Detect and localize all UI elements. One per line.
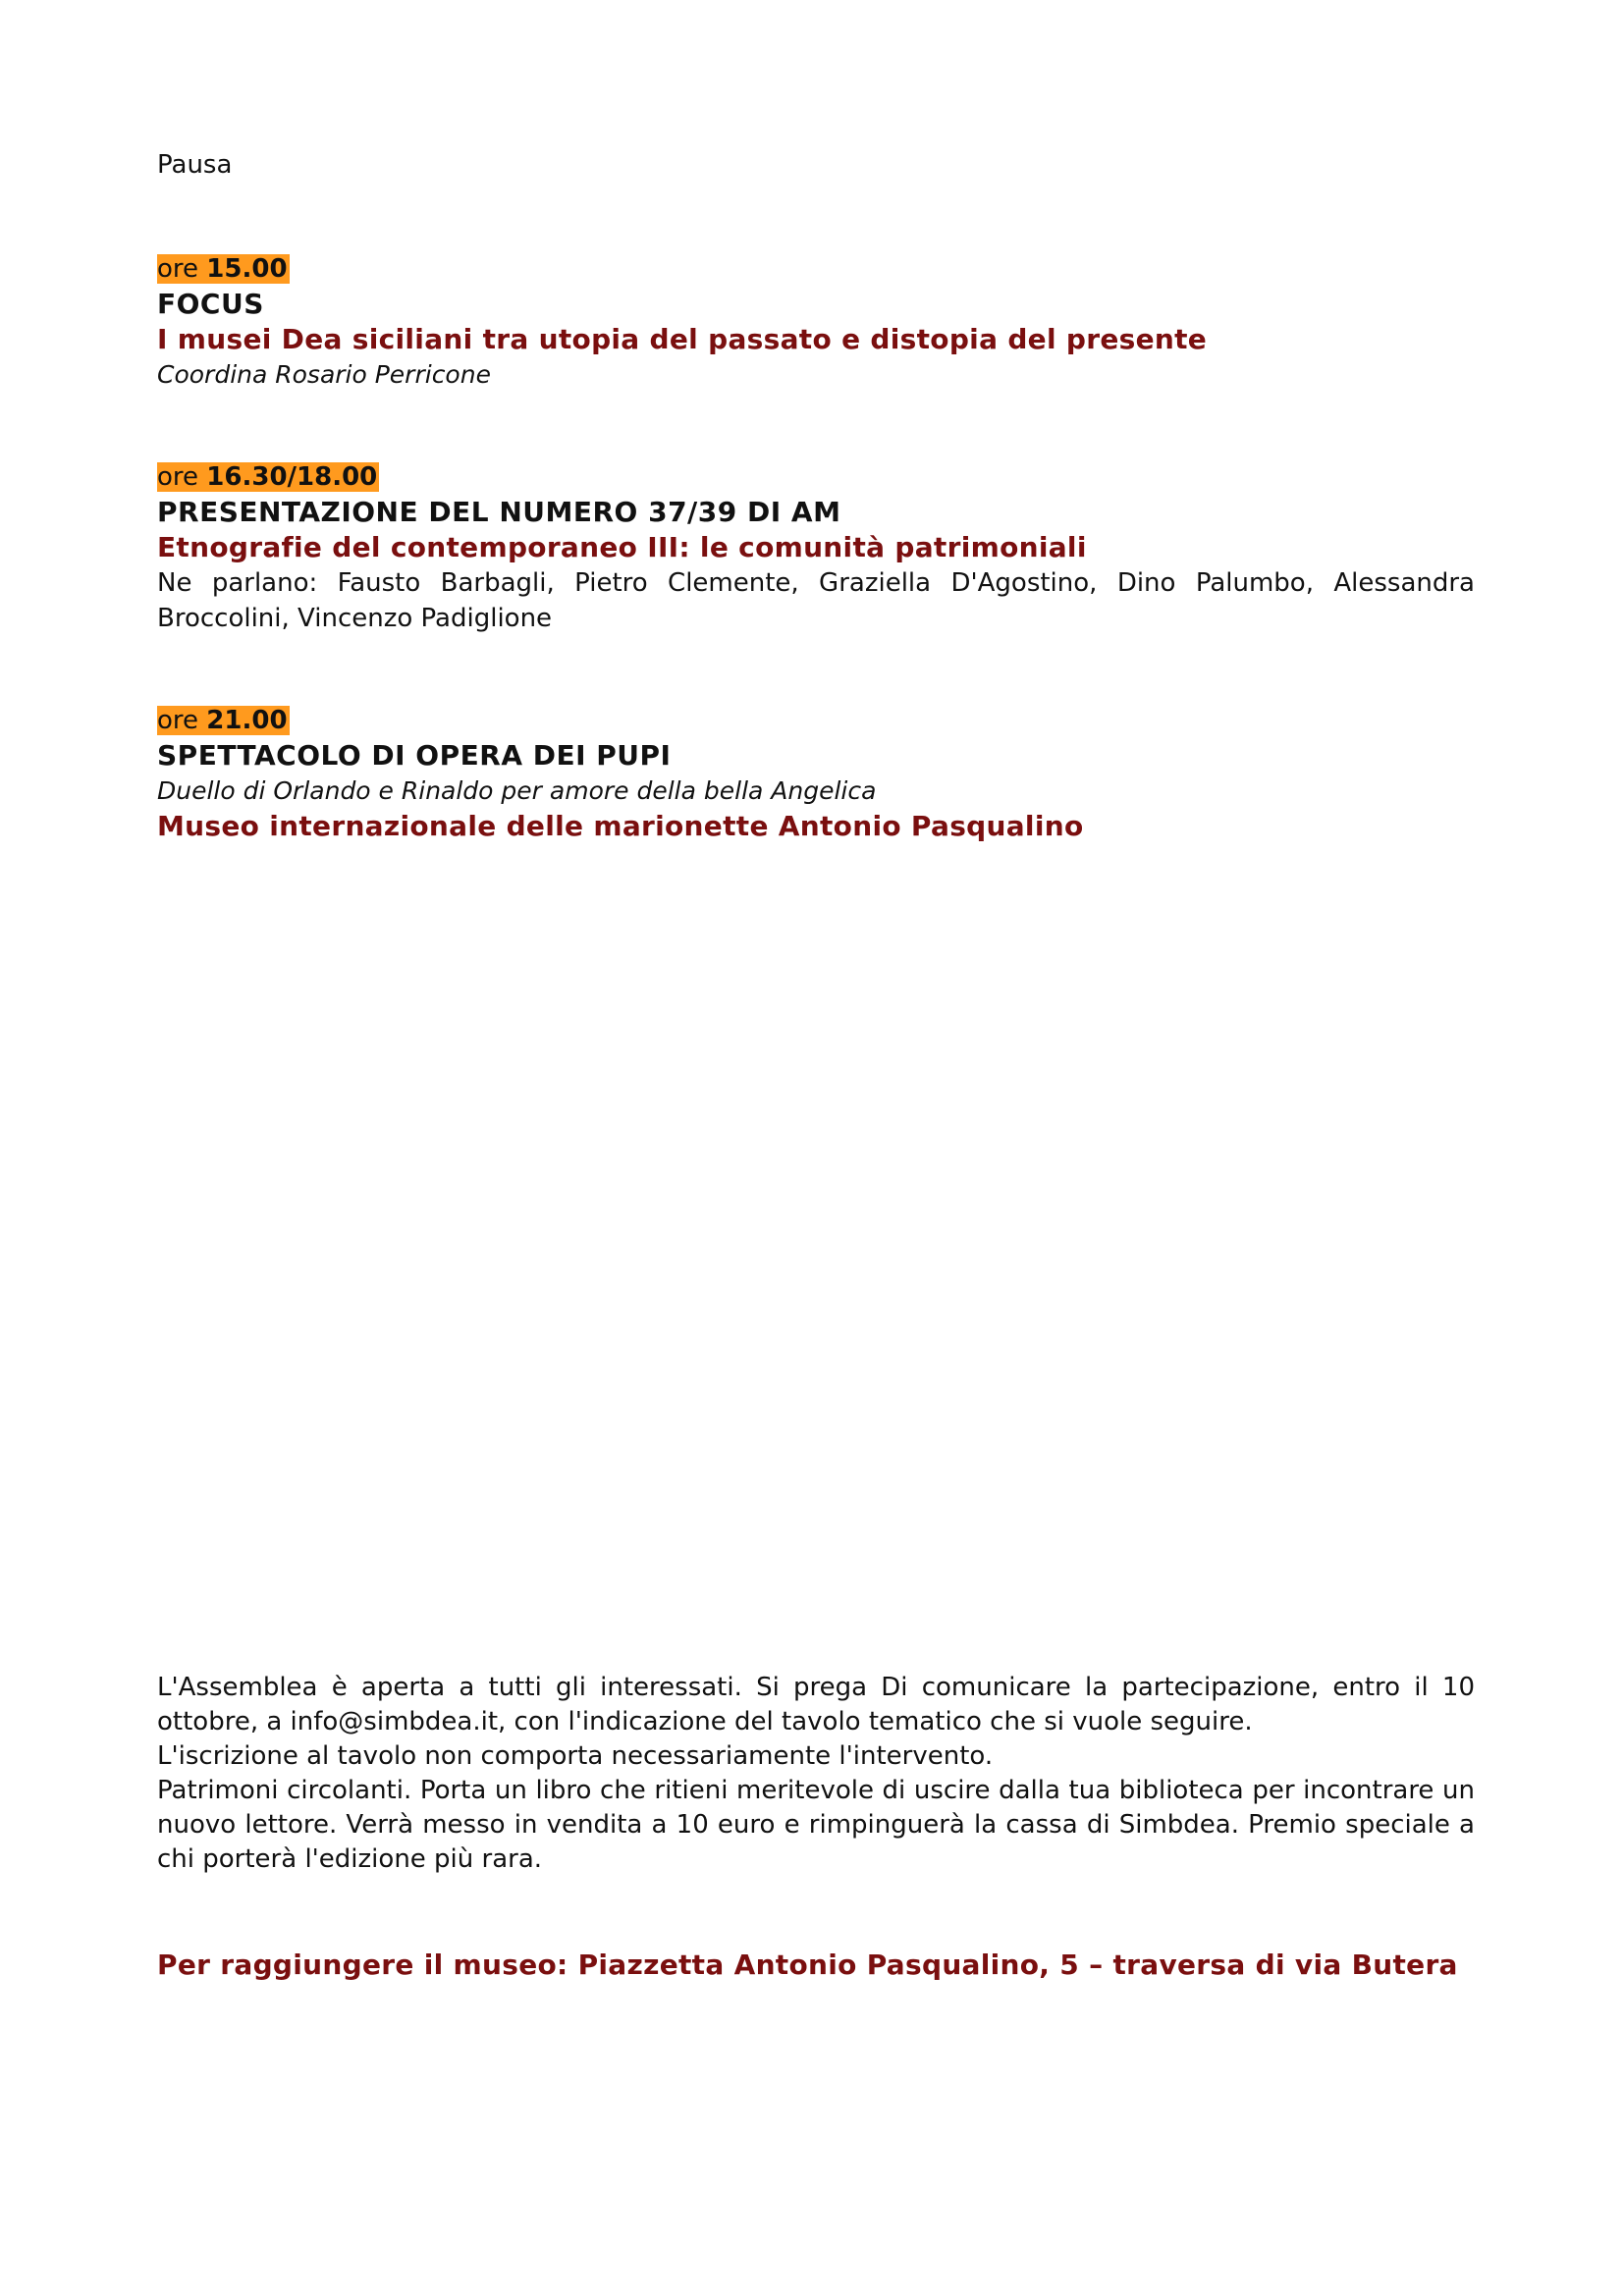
- info-section: [157, 1671, 1475, 1877]
- time-value: 15.00: [206, 254, 288, 284]
- time-value: 21.00: [206, 706, 288, 735]
- session-title: FOCUS: [157, 288, 264, 320]
- directions: Per raggiungere il museo: Piazzetta Antonio Pasqualino, 5 – traversa di via Butera: [157, 1949, 1458, 1981]
- session-presentazione: [157, 459, 1475, 636]
- info-paragraph-note: L'iscrizione al tavolo non comporta necessariamente l'intervento.: [157, 1741, 994, 1771]
- info-paragraph-books: Patrimoni circolanti. Porta un libro che ritieni meritevole di uscire dalla tua biblioteca per incontrare un nuovo lettore. Verrà messo in vendita a 10 euro e rimpinguerà la cassa di Simbdea. Premio speciale a chi porterà l'edizione più rara.: [157, 1776, 1475, 1874]
- time-prefix: ore: [157, 254, 207, 284]
- time-prefix: ore: [157, 462, 207, 492]
- session-subtitle: Museo internazionale delle marionette Antonio Pasqualino: [157, 810, 1084, 842]
- session-spettacolo: [157, 703, 1475, 844]
- info-paragraph-registration: L'Assemblea è aperta a tutti gli interessati. Si prega Di comunicare la partecipazione, entro il 10 ottobre, a info@simbdea.it, con l'indicazione del tavolo tematico che si vuole seguire.: [157, 1673, 1475, 1736]
- session-time: [157, 459, 1475, 495]
- session-time: [157, 703, 1475, 738]
- session-note: Duello di Orlando e Rinaldo per amore della bella Angelica: [157, 776, 877, 805]
- time-value: 16.30/18.00: [206, 462, 378, 492]
- session-title: PRESENTAZIONE DEL NUMERO 37/39 DI AM: [157, 496, 841, 528]
- session-time: [157, 251, 1475, 287]
- session-note: Ne parlano: Fausto Barbagli, Pietro Clemente, Graziella D'Agostino, Dino Palumbo, Alessandra Broccolini, Vincenzo Padiglione: [157, 568, 1475, 633]
- time-prefix: ore: [157, 706, 207, 735]
- session-subtitle: I musei Dea siciliani tra utopia del passato e distopia del presente: [157, 323, 1208, 355]
- session-note: Coordina Rosario Perricone: [157, 360, 491, 389]
- session-subtitle: Etnografie del contemporaneo III: le comunità patrimoniali: [157, 531, 1087, 563]
- session-focus: [157, 251, 1475, 393]
- session-title: SPETTACOLO DI OPERA DEI PUPI: [157, 739, 672, 772]
- pause-label: Pausa: [157, 150, 233, 180]
